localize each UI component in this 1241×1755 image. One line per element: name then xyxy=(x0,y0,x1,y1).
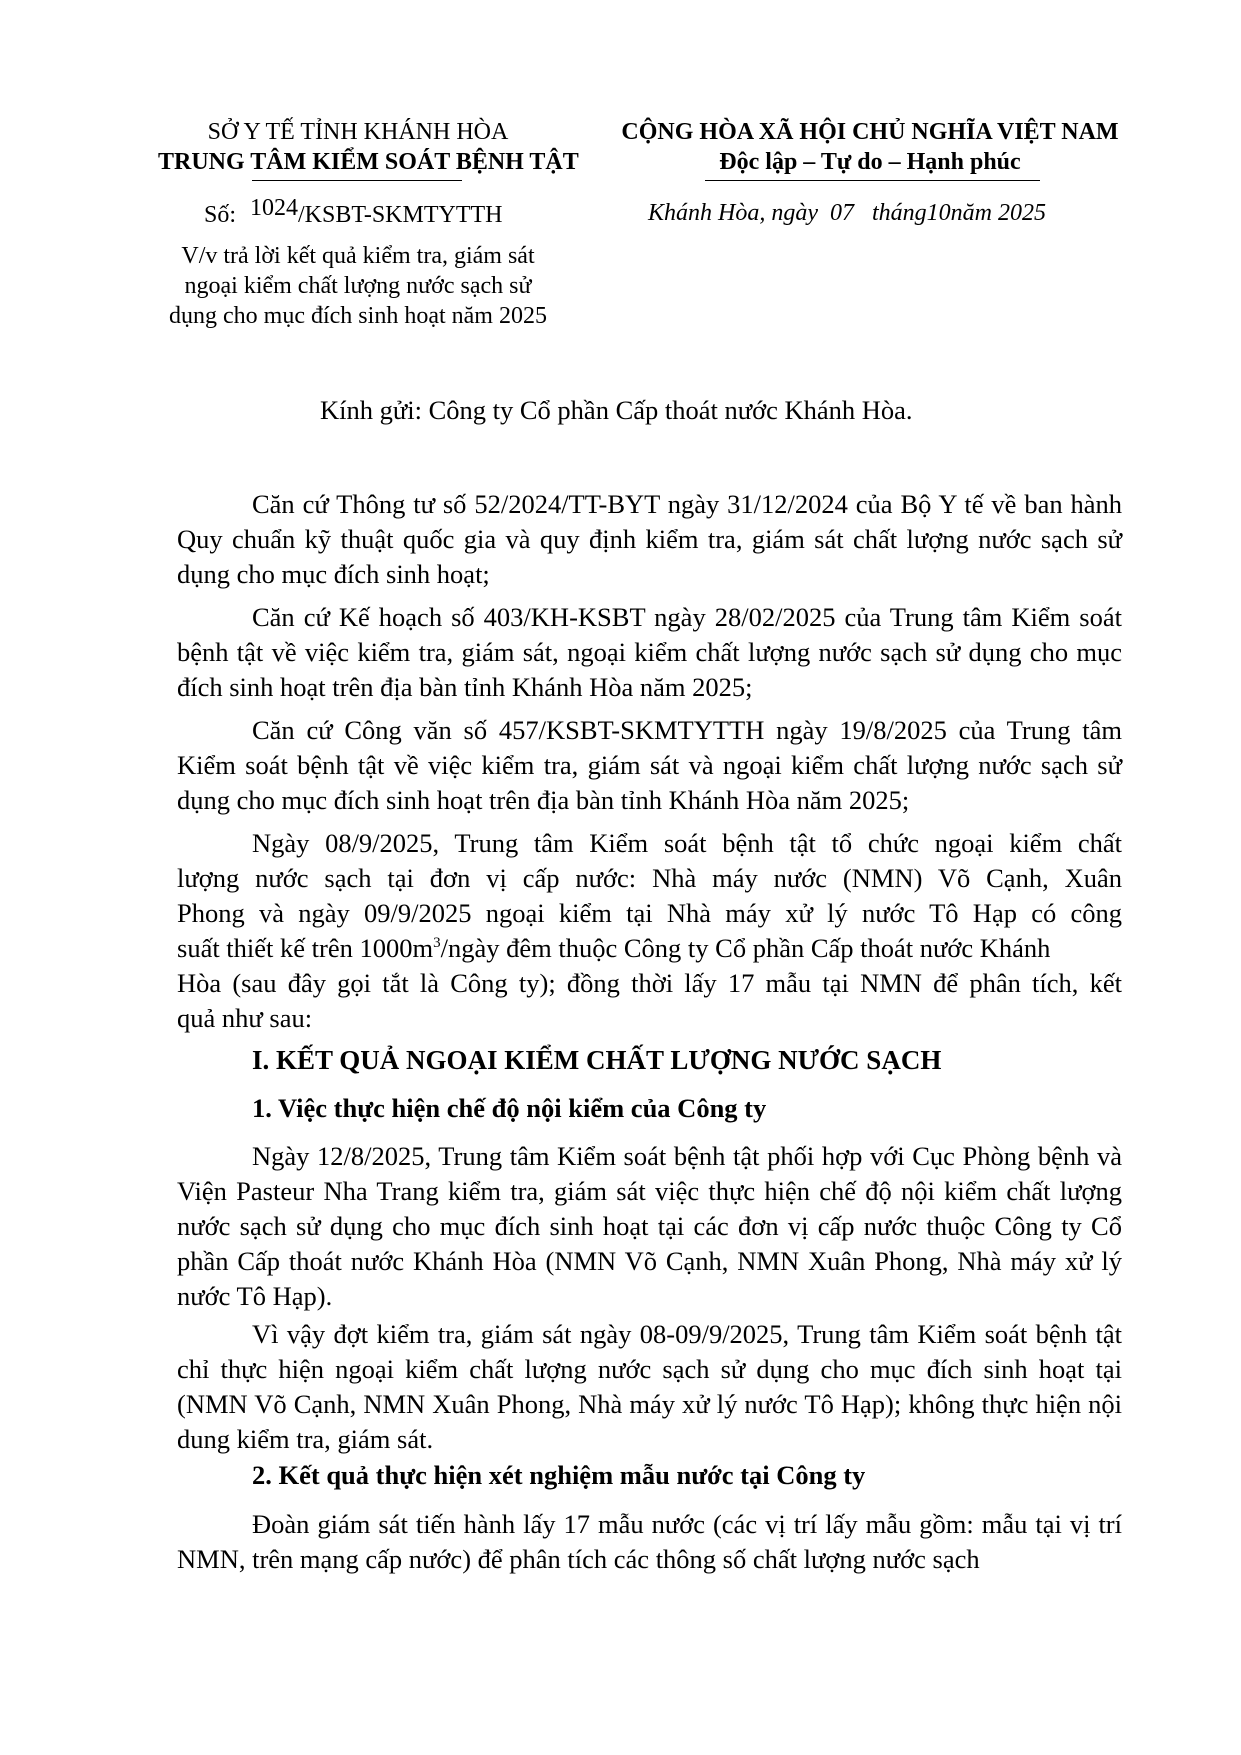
paragraph-4-line-6: quả như sau: xyxy=(177,1003,313,1033)
paragraph-sampling: Đoàn giám sát tiến hành lấy 17 mẫu nước (các vị trí lấy mẫu gồm: mẫu tại vị trí NMN, trên mạng cấp nước) để phân tích các thông số chất lượng nước sạch xyxy=(177,1509,1122,1574)
subsection-heading-1: 1. Việc thực hiện chế độ nội kiểm của Công ty xyxy=(252,1093,767,1123)
paragraph-4-line-2: lượng nước sạch tại đơn vị cấp nước: Nhà máy nước (NMN) Võ Cạnh, Xuân xyxy=(177,863,1122,893)
department-name: SỞ Y TẾ TỈNH KHÁNH HÒA xyxy=(207,119,509,145)
left-header-underline xyxy=(252,180,462,181)
paragraph-internal-inspection: Ngày 12/8/2025, Trung tâm Kiểm soát bệnh tật phối hợp với Cục Phòng bệnh và Viện Pasteur Nha Trang kiểm tra, giám sát việc thực hiện chế độ nội kiểm chất lượng nước sạch sử dụng cho mục đích sinh hoạt tại các đơn vị cấp nước thuộc Công ty Cổ phần Cấp thoát nước Khánh Hòa (NMN Võ Cạnh, NMN Xuân Phong, Nhà máy xử lý nước Tô Hạp). xyxy=(177,1141,1122,1311)
paragraph-4-line-5: Hòa (sau đây gọi tắt là Công ty); đồng thời lấy 17 mẫu tại NMN để phân tích, kết xyxy=(177,968,1122,998)
paragraph-4-line-4 xyxy=(177,931,1122,966)
issue-date-place: Khánh Hòa, ngày xyxy=(648,200,818,226)
recipient-line: Kính gửi: Công ty Cổ phần Cấp thoát nước Khánh Hòa. xyxy=(320,395,913,425)
document-number-suffix: /KSBT-SKMTYTTH xyxy=(298,202,503,228)
subject-line-2: ngoại kiểm chất lượng nước sạch sử xyxy=(184,273,532,299)
paragraph-4-line-3: Phong và ngày 09/9/2025 ngoại kiểm tại Nhà máy xử lý nước Tô Hạp có công xyxy=(177,898,1122,928)
issue-date-year: năm 2025 xyxy=(950,200,1047,226)
subject-line-1: V/v trả lời kết quả kiểm tra, giám sát xyxy=(181,243,535,269)
issue-date-day: 07 xyxy=(830,200,854,226)
cubic-superscript: 3 xyxy=(433,935,441,952)
republic-title: CỘNG HÒA XÃ HỘI CHỦ NGHĨA VIỆT NAM xyxy=(621,119,1119,145)
document-number xyxy=(204,195,503,230)
paragraph-legal-basis-1: Căn cứ Thông tư số 52/2024/TT-BYT ngày 31/12/2024 của Bộ Y tế về ban hành Quy chuẩn kỹ thuật quốc gia và quy định kiểm tra, giám sát chất lượng nước sạch sử dụng cho mục đích sinh hoạt; xyxy=(177,489,1122,589)
issue-date xyxy=(648,198,1046,228)
motto-underline xyxy=(705,180,1040,181)
paragraph-legal-basis-3: Căn cứ Công văn số 457/KSBT-SKMTYTTH ngày 19/8/2025 của Trung tâm Kiểm soát bệnh tật về việc kiểm tra, giám sát và ngoại kiểm chất lượng nước sạch sử dụng cho mục đích sinh hoạt trên địa bàn tỉnh Khánh Hòa năm 2025; xyxy=(177,715,1122,815)
paragraph-4-line-1: Ngày 08/9/2025, Trung tâm Kiểm soát bệnh tật tổ chức ngoại kiểm chất xyxy=(252,828,1122,858)
document-number-prefix: Số: xyxy=(204,202,237,228)
issue-date-month-label: tháng xyxy=(872,200,927,226)
paragraph-legal-basis-2: Căn cứ Kế hoạch số 403/KH-KSBT ngày 28/02/2025 của Trung tâm Kiểm soát bệnh tật về việc kiểm tra, giám sát, ngoại kiểm chất lượng nước sạch sử dụng cho mục đích sinh hoạt trên địa bàn tỉnh Khánh Hòa năm 2025; xyxy=(177,602,1122,702)
section-heading-1: I. KẾT QUẢ NGOẠI KIỂM CHẤT LƯỢNG NƯỚC SẠCH xyxy=(252,1045,942,1075)
subject-line-3: dụng cho mục đích sinh hoạt năm 2025 xyxy=(169,303,547,329)
paragraph-4-line-4-start: suất thiết kế trên 1000m xyxy=(177,933,434,963)
paragraph-external-inspection: Vì vậy đợt kiểm tra, giám sát ngày 08-09/9/2025, Trung tâm Kiểm soát bệnh tật chỉ thực hiện ngoại kiểm chất lượng nước sạch sử dụng cho mục đích sinh hoạt tại (NMN Võ Cạnh, NMN Xuân Phong, Nhà máy xử lý nước Tô Hạp); không thực hiện nội dung kiểm tra, giám sát. xyxy=(177,1319,1122,1454)
paragraph-4-line-4-end: /ngày đêm thuộc Công ty Cổ phần Cấp thoát nước Khánh xyxy=(440,933,1051,963)
national-motto: Độc lập – Tự do – Hạnh phúc xyxy=(719,149,1021,175)
issuing-center-name: TRUNG TÂM KIỂM SOÁT BỆNH TẬT xyxy=(158,149,579,175)
issue-date-month: 10 xyxy=(926,200,951,226)
subsection-heading-2: 2. Kết quả thực hiện xét nghiệm mẫu nước tại Công ty xyxy=(252,1460,866,1490)
document-number-value: 1024 xyxy=(250,195,299,221)
